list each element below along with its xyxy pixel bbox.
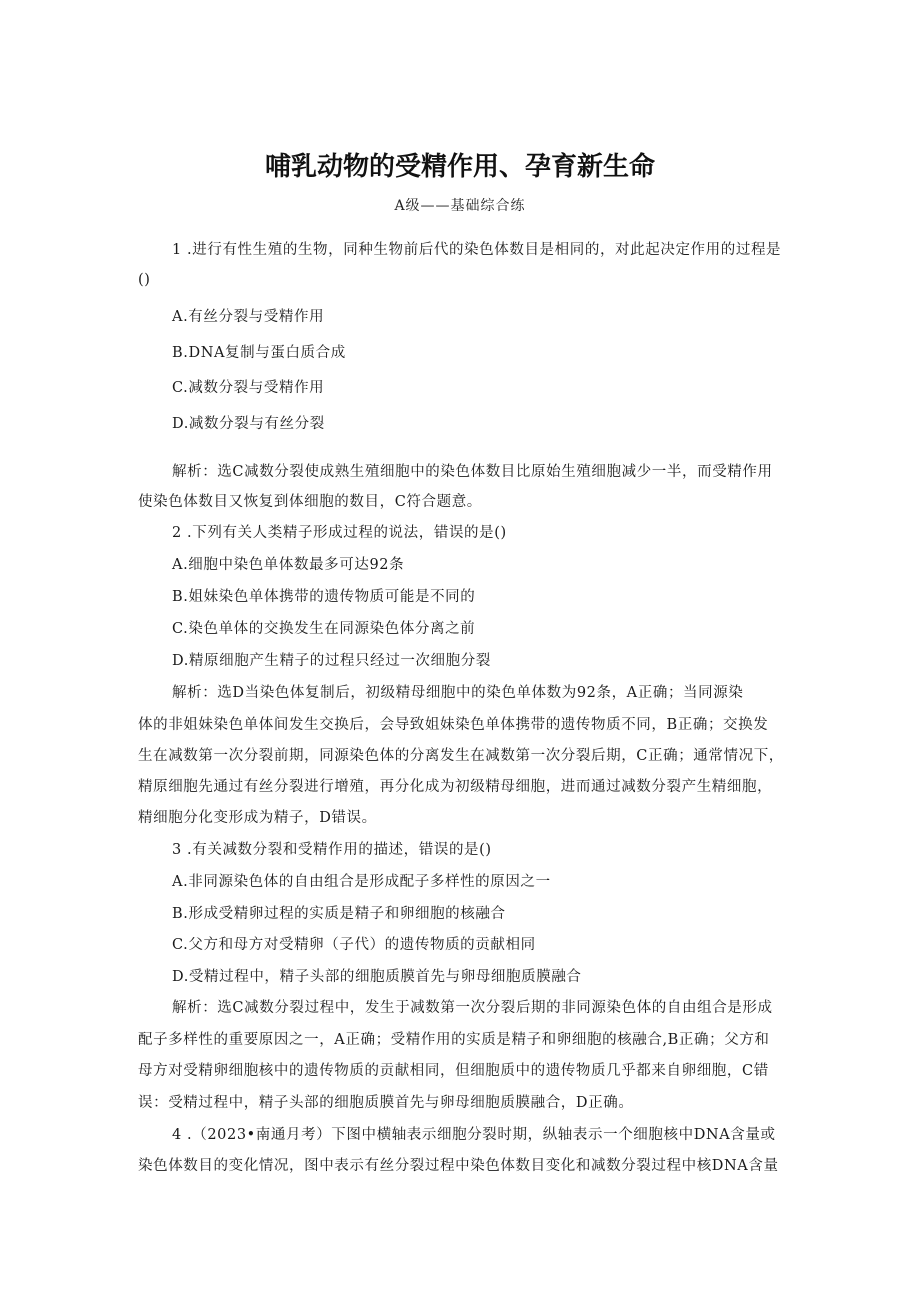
q3-analysis-line-1: 解析：选C减数分裂过程中，发生于减数第一次分裂后期的非同源染色体的自由组合是形成 xyxy=(172,1000,773,1016)
q2-option-b: B.姐妹染色单体携带的遗传物质可能是不同的 xyxy=(172,589,476,605)
q1-option-d: D.减数分裂与有丝分裂 xyxy=(172,416,325,432)
q4-stem-line-2: 染色体数目的变化情况，图中表示有丝分裂过程中染色体数目变化和减数分裂过程中核DNA含量 xyxy=(138,1158,779,1174)
q1-option-c: C.减数分裂与受精作用 xyxy=(172,380,325,396)
q3-option-b: B.形成受精卵过程的实质是精子和卵细胞的核融合 xyxy=(172,906,506,922)
q2-option-d: D.精原细胞产生精子的过程只经过一次细胞分裂 xyxy=(172,653,491,669)
q2-analysis-line-5: 精细胞分化变形成为精子，D错误。 xyxy=(138,810,377,826)
q2-analysis-line-1: 解析：选D当染色体复制后，初级精母细胞中的染色单体数为92条，A正确；当同源染 xyxy=(172,685,744,701)
q2-analysis-line-2: 体的非姐妹染色单体间发生交换后，会导致姐妹染色单体携带的遗传物质不同，B正确；交换发 xyxy=(138,717,769,733)
section-subtitle: A级——基础综合练 xyxy=(394,198,526,214)
q3-option-d: D.受精过程中，精子头部的细胞质膜首先与卵母细胞质膜融合 xyxy=(172,969,582,985)
q2-analysis-line-3: 生在减数第一次分裂前期，同源染色体的分离发生在减数第一次分裂后期，C正确；通常情况下， xyxy=(138,748,784,764)
q4-stem-line-1: 4 .（2023•南通月考）下图中横轴表示细胞分裂时期，纵轴表示一个细胞核中DNA含量或 xyxy=(172,1127,776,1143)
page-title: 哺乳动物的受精作用、孕育新生命 xyxy=(264,152,655,182)
q2-option-a: A.细胞中染色单体数最多可达92条 xyxy=(172,557,405,573)
q1-analysis-line-1: 解析：选C减数分裂使成熟生殖细胞中的染色体数目比原始生殖细胞减少一半，而受精作用 xyxy=(172,464,773,480)
q1-option-a: A.有丝分裂与受精作用 xyxy=(172,309,325,325)
q3-option-a: A.非同源染色体的自由组合是形成配子多样性的原因之一 xyxy=(172,874,551,890)
q2-stem: 2 .下列有关人类精子形成过程的说法，错误的是() xyxy=(172,525,507,541)
q2-option-c: C.染色单体的交换发生在同源染色体分离之前 xyxy=(172,621,476,637)
q3-stem: 3 .有关减数分裂和受精作用的描述，错误的是() xyxy=(172,842,492,858)
q3-analysis-line-4: 误：受精过程中，精子头部的细胞质膜首先与卵母细胞质膜融合，D正确。 xyxy=(138,1095,634,1111)
q1-analysis-line-2: 使染色体数目又恢复到体细胞的数目，C符合题意。 xyxy=(138,494,482,510)
q3-option-c: C.父方和母方对受精卵（子代）的遗传物质的贡献相同 xyxy=(172,937,536,953)
q1-stem-line-2: () xyxy=(138,272,151,288)
q1-stem-line-1: 1 .进行有性生殖的生物，同种生物前后代的染色体数目是相同的，对此起决定作用的过程是 xyxy=(172,242,782,258)
q3-analysis-line-3: 母方对受精卵细胞核中的遗传物质的贡献相同，但细胞质中的遗传物质几乎都来自卵细胞，C错 xyxy=(138,1063,769,1079)
q1-option-b: B.DNA复制与蛋白质合成 xyxy=(172,345,346,361)
q3-analysis-line-2: 配子多样性的重要原因之一，A正确；受精作用的实质是精子和卵细胞的核融合,B正确；父方和 xyxy=(138,1032,770,1048)
q2-analysis-line-4: 精原细胞先通过有丝分裂进行增殖，再分化成为初级精母细胞，进而通过减数分裂产生精细胞， xyxy=(138,779,773,795)
